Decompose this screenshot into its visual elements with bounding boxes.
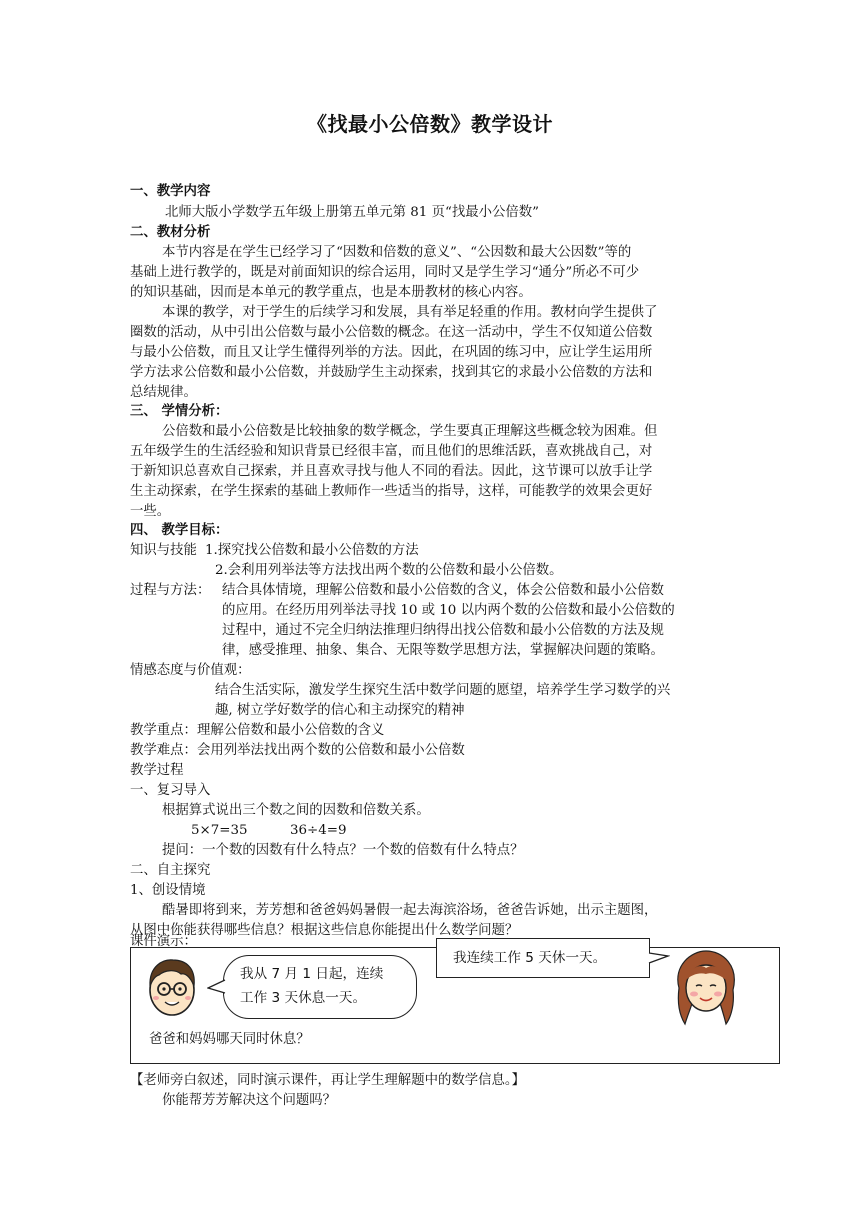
- section-heading-analysis: 二、教材分析: [130, 225, 211, 240]
- step-scenario: 1、创设情境: [130, 883, 206, 898]
- closing-question: 你能帮芳芳解决这个问题吗？: [162, 1093, 337, 1108]
- section-heading-content: 一、教学内容: [130, 184, 211, 199]
- bubble-tail-icon: [207, 978, 227, 996]
- mom-speech-line: 我连续工作 5 天休一天。: [453, 950, 607, 966]
- dad-speech-line: 我从 7 月 1 日起，连续: [240, 966, 384, 982]
- story-line: 从图中你能获得哪些信息？根据这些信息你能提出什么数学问题？: [130, 923, 519, 938]
- document-title: 《找最小公倍数》教学设计: [307, 112, 553, 136]
- analysis-line: 基础上进行教学的，既是对前面知识的综合运用，同时又是学生学习“通分”所必不可少: [130, 265, 640, 280]
- dad-face-icon: [141, 956, 203, 1018]
- knowledge-item: 1.探究找公倍数和最小公倍数的方法: [205, 543, 419, 558]
- students-line: 公倍数和最小公倍数是比较抽象的数学概念，学生要真正理解这些概念较为困难。但: [162, 424, 658, 439]
- students-line: 生主动探索，在学生探索的基础上教师作一些适当的指导，这样，可能教学的效果会更好: [130, 484, 653, 499]
- analysis-line: 圈数的活动，从中引出公倍数与最小公倍数的概念。在这一活动中，学生不仅知道公倍数: [130, 325, 653, 340]
- courseware-illustration: [130, 947, 780, 1064]
- knowledge-label: 知识与技能: [130, 543, 197, 558]
- mom-speech-bubble: [436, 938, 650, 978]
- difficult-point: 教学难点：会用列举法找出两个数的公倍数和最小公倍数: [130, 743, 465, 758]
- teacher-note: 【老师旁白叙述，同时演示课件，再让学生理解题中的数学信息。】: [130, 1073, 526, 1088]
- dad-speech-line: 工作 3 天休息一天。: [240, 990, 367, 1006]
- students-line: 五年级学生的生活经验和知识背景已经很丰富，而且他们的思维活跃，喜欢挑战自己，对: [130, 444, 653, 459]
- process-line: 律，感受推理、抽象、集合、无限等数学思想方法，掌握解决问题的策略。: [222, 643, 664, 658]
- mom-face-icon: [671, 948, 741, 1028]
- equation: 36÷4=9: [290, 823, 347, 838]
- process-label: 过程与方法：: [130, 583, 211, 598]
- analysis-line: 的知识基础，因而是本单元的教学重点，也是本册教材的核心内容。: [130, 285, 532, 300]
- key-point: 教学重点：理解公倍数和最小公倍数的含义: [130, 723, 385, 738]
- emotion-label: 情感态度与价值观：: [130, 663, 251, 678]
- process-line: 的应用。在经历用列举法寻找 10 或 10 以内两个数的公倍数和最小公倍数的: [222, 603, 675, 618]
- courseware-question: 爸爸和妈妈哪天同时休息？: [149, 1032, 310, 1047]
- courseware-label: 课件演示：: [130, 934, 197, 949]
- part-explore: 二、自主探究: [130, 863, 211, 878]
- content-line: 北师大版小学数学五年级上册第五单元第 81 页“找最小公倍数”: [165, 205, 540, 220]
- review-intro: 根据算式说出三个数之间的因数和倍数关系。: [162, 803, 430, 818]
- process-line: 过程中，通过不完全归纳法推理归纳得出找公倍数和最小公倍数的方法及规: [222, 623, 664, 638]
- analysis-line: 学方法求公倍数和最小公倍数，并鼓励学生主动探索，找到其它的求最小公倍数的方法和: [130, 365, 653, 380]
- students-line: 于新知识总喜欢自己探索，并且喜欢寻找与他人不同的看法。因此，这节课可以放手让学: [130, 464, 653, 479]
- review-question: 提问：一个数的因数有什么特点？一个数的倍数有什么特点？: [162, 843, 524, 858]
- emotion-line: 结合生活实际，激发学生探究生活中数学问题的愿望，培养学生学习数学的兴: [215, 683, 671, 698]
- emotion-line: 趣, 树立学好数学的信心和主动探究的精神: [215, 703, 465, 718]
- story-line: 酷暑即将到来，芳芳想和爸爸妈妈暑假一起去海滨浴场，爸爸告诉她，出示主题图，: [162, 903, 658, 918]
- bubble-tail-icon: [648, 952, 670, 966]
- analysis-line: 总结规律。: [130, 385, 197, 400]
- equation: 5×7=35: [191, 823, 248, 838]
- students-line: 一些。: [130, 504, 171, 519]
- analysis-line: 与最小公倍数，而且又让学生懂得列举的方法。因此，在巩固的练习中，应让学生运用所: [130, 345, 653, 360]
- knowledge-item: 2.会利用列举法等方法找出两个数的公倍数和最小公倍数。: [215, 563, 563, 578]
- process-line: 结合具体情境，理解公倍数和最小公倍数的含义，体会公倍数和最小公倍数: [222, 583, 664, 598]
- part-review: 一、复习导入: [130, 783, 211, 798]
- section-heading-objectives: 四、 教学目标：: [130, 523, 229, 538]
- analysis-line: 本节内容是在学生已经学习了“因数和倍数的意义”、“公因数和最大公因数”等的: [162, 245, 632, 260]
- process-heading: 教学过程: [130, 763, 184, 778]
- section-heading-students: 三、 学情分析：: [130, 404, 229, 419]
- dad-speech-bubble: [223, 955, 417, 1019]
- analysis-line: 本课的教学，对于学生的后续学习和发展，具有举足轻重的作用。教材向学生提供了: [162, 305, 658, 320]
